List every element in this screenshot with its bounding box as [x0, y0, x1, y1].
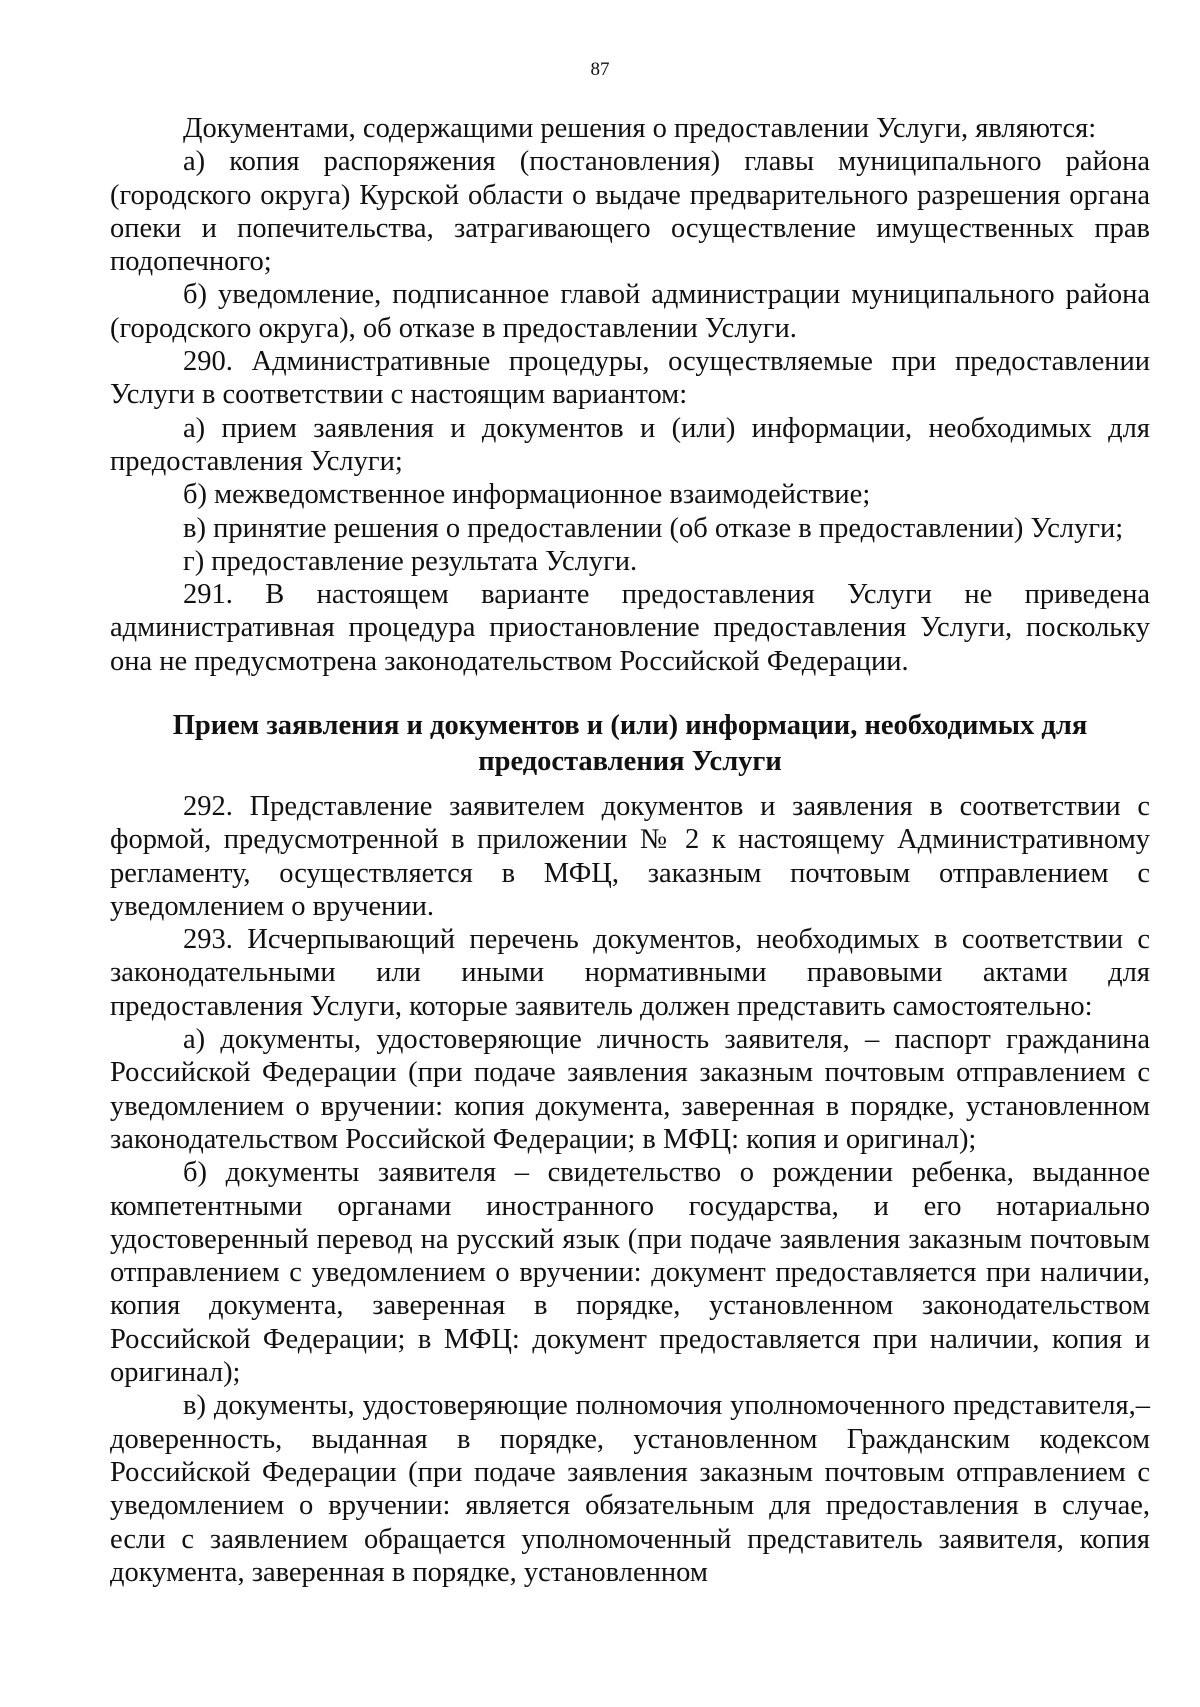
page-number: 87 [590, 59, 610, 80]
paragraph-292: 292. Представление заявителем документов и заявления в соответствии с формой, предусмотренной в приложении № 2 к настоящему Административному регламенту, осуществляется в МФЦ, заказным почтовым отправлением с уведомлением о вручении. [110, 791, 1150, 922]
paragraph-290-v: в) принятие решения о предоставлении (об отказе в предоставлении) Услуги; [183, 512, 1124, 544]
paragraph-293-v: в) документы, удостоверяющие полномочия уполномоченного представителя,– доверенность, выданная в порядке, установленном Гражданским кодексом Российской Федерации (при подаче заявления заказным почтовым отправлением с уведомлением о вручении: является обязательным для предоставления в случае, если с заявлением обращается уполномоченный представитель заявителя, копия документа, заверенная в порядке, установленном [110, 1390, 1150, 1588]
paragraph-293: 293. Исчерпывающий перечень документов, необходимых в соответствии с законодательными или иными нормативными правовыми актами для предоставления Услуги, которые заявитель должен представить самостоятельно: [110, 924, 1150, 1022]
paragraph-291: 291. В настоящем варианте предоставления Услуги не приведена административная процедура приостановление предоставления Услуги, поскольку она не предусмотрена законодательством Российской Федерации. [110, 579, 1150, 677]
paragraph-290-g: г) предоставление результата Услуги. [183, 545, 638, 577]
paragraph-290-b: б) межведомственное информационное взаимодействие; [183, 479, 871, 511]
section-heading-line-1: Прием заявления и документов и (или) информации, необходимых для [172, 710, 1088, 741]
paragraph-item-b-refusal-notice: б) уведомление, подписанное главой администрации муниципального района (городского округа), об отказе в предоставлении Услуги. [110, 279, 1150, 344]
section-heading-line-2: предоставления Услуги [478, 746, 782, 777]
paragraph-290: 290. Административные процедуры, осуществляемые при предоставлении Услуги в соответствии с настоящим вариантом: [110, 346, 1150, 411]
paragraph-293-b: б) документы заявителя – свидетельство о рождении ребенка, выданное компетентными органами иностранного государства, и его нотариально удостоверенный перевод на русский язык (при подаче заявления заказным почтовым отправлением с уведомлением о вручении: документ предоставляется при наличии, копия документа, заверенная в порядке, установленном законодательством Российской Федерации; в МФЦ: документ предоставляется при наличии, копия и оригинал); [110, 1157, 1150, 1389]
section-heading [110, 708, 1150, 780]
paragraph-290-a: а) прием заявления и документов и (или) информации, необходимых для предоставления Услуги; [110, 412, 1150, 477]
text-block-top [110, 112, 1150, 678]
paragraph-decisions-intro: Документами, содержащими решения о предоставлении Услуги, являются: [183, 113, 1097, 144]
text-block-bottom [110, 790, 1150, 1589]
paragraph-item-a-order-copy: а) копия распоряжения (постановления) главы муниципального района (городского округа) Курской области о выдаче предварительного разрешения органа опеки и попечительства, затрагивающего осуществление имущественных прав подопечного; [110, 146, 1150, 278]
paragraph-293-a: а) документы, удостоверяющие личность заявителя, – паспорт гражданина Российской Федерации (при подаче заявления заказным почтовым отправлением с уведомлением о вручении: копия документа, заверенная в порядке, установленном законодательством Российской Федерации; в МФЦ: копия и оригинал); [110, 1024, 1150, 1155]
